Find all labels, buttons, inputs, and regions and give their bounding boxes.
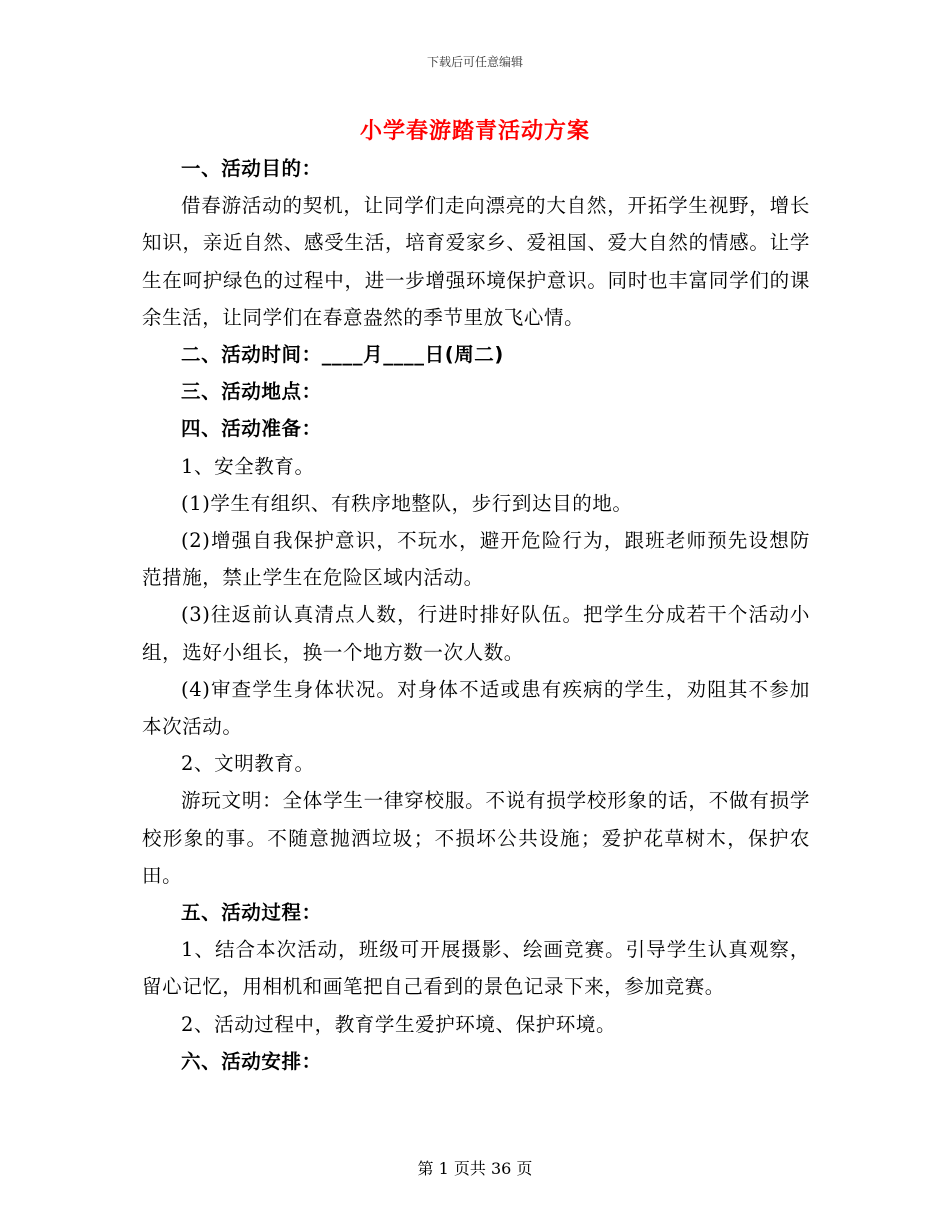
section-heading-preparation: 四、活动准备： bbox=[181, 417, 322, 441]
paragraph-purpose: 借春游活动的契机，让同学们走向漂亮的大自然，开拓学生视野，增长知识，亲近自然、感受生活，培育爱家乡、爱祖国、爱大自然的情感。让学生在呵护绿色的过程中，进一步增强环境保护意识。同时也丰富同学们的课余生活，让同学们在春意盎然的季节里放飞心情。 bbox=[142, 194, 810, 329]
section-heading-arrangement: 六、活动安排： bbox=[181, 1049, 322, 1073]
paragraph-civility-detail: 游玩文明：全体学生一律穿校服。不说有损学校形象的话，不做有损学校形象的事。不随意抛洒垃圾；不损坏公共设施；爱护花草树木，保护农田。 bbox=[142, 789, 810, 887]
paragraph-safety-item-4: (4)审查学生身体状况。对身体不适或患有疾病的学生，劝阻其不参加本次活动。 bbox=[142, 677, 810, 739]
section-heading-process: 五、活动过程： bbox=[181, 901, 322, 925]
paragraph-process-item-1: 1、结合本次活动，班级可开展摄影、绘画竞赛。引导学生认真观察，留心记忆，用相机和画笔把自己看到的景色记录下来，参加竞赛。 bbox=[142, 938, 810, 999]
document-title: 小学春游踏青活动方案 bbox=[359, 118, 590, 144]
section-heading-purpose: 一、活动目的： bbox=[181, 157, 322, 180]
paragraph-process-item-2: 2、活动过程中，教育学生爱护环境、保护环境。 bbox=[181, 1012, 617, 1036]
paragraph-safety-item-3: (3)往返前认真清点人数，行进时排好队伍。把学生分成若干个活动小组，选好小组长，换一个地方数一次人数。 bbox=[142, 603, 810, 664]
section-heading-location: 三、活动地点： bbox=[181, 380, 322, 404]
paragraph-civility-education: 2、文明教育。 bbox=[181, 752, 315, 776]
section-heading-time: 二、活动时间：____月____日(周二) bbox=[181, 343, 504, 367]
paragraph-safety-education: 1、安全教育。 bbox=[181, 454, 315, 478]
page-header-note: 下载后可任意编辑 bbox=[426, 55, 523, 69]
document-body bbox=[142, 150, 810, 1080]
paragraph-safety-item-2: (2)增强自我保护意识，不玩水，避开危险行为，跟班老师预先设想防范措施，禁止学生在危险区域内活动。 bbox=[142, 529, 810, 590]
paragraph-safety-item-1: (1)学生有组织、有秩序地整队，步行到达目的地。 bbox=[181, 491, 633, 515]
page-footer: 第 1 页共 36 页 bbox=[417, 1159, 533, 1178]
